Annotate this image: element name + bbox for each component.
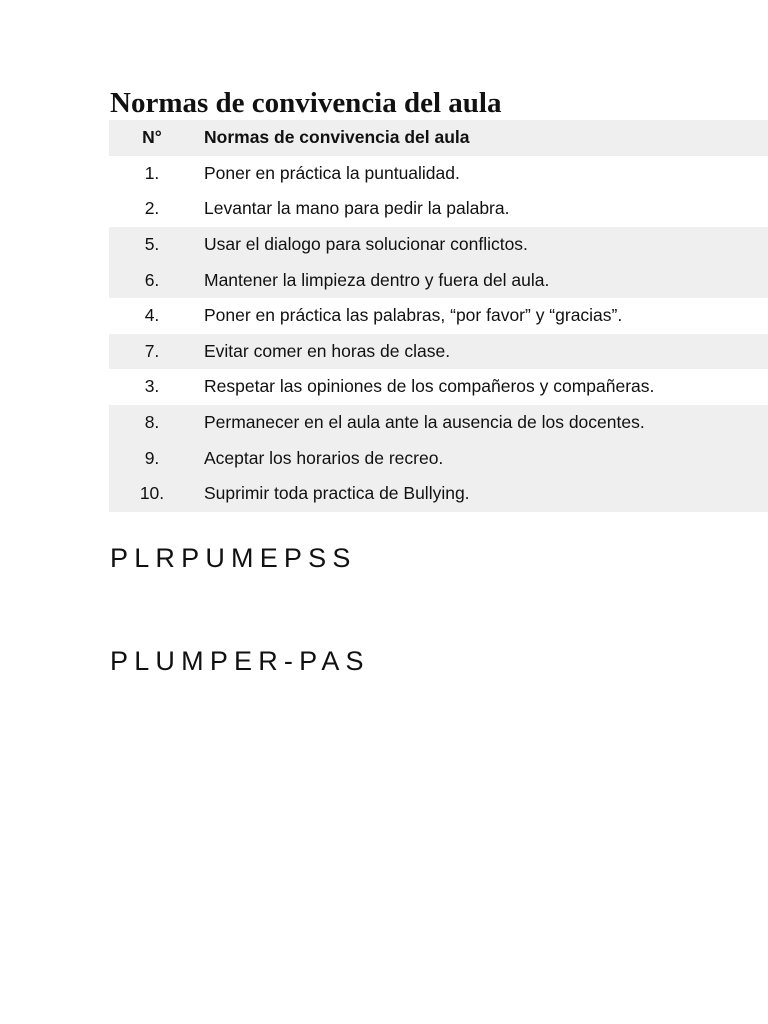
rule-number: 9. xyxy=(144,447,160,468)
table-row xyxy=(109,440,768,476)
table-row xyxy=(109,476,768,512)
mnemonic-code: PLUMPER-PAS xyxy=(110,646,370,676)
rule-text: Poner en práctica la puntualidad. xyxy=(204,162,460,183)
rule-number: 10. xyxy=(139,483,165,504)
table-header-row xyxy=(109,120,768,156)
mnemonic-code: PLRPUMEPSS xyxy=(110,543,357,573)
rule-text: Levantar la mano para pedir la palabra. xyxy=(204,198,510,219)
document-title: Normas de convivencia del aula xyxy=(110,87,502,119)
rule-text: Usar el dialogo para solucionar conflictos. xyxy=(204,234,528,255)
rule-text: Aceptar los horarios de recreo. xyxy=(204,447,444,468)
table-row xyxy=(109,227,768,263)
table-row xyxy=(109,298,768,334)
rule-text: Respetar las opiniones de los compañeros y compañeras. xyxy=(204,376,655,397)
rule-number: 4. xyxy=(144,305,160,326)
rule-text: Permanecer en el aula ante la ausencia de los docentes. xyxy=(204,412,645,433)
table-row xyxy=(109,262,768,298)
rule-text: Mantener la limpieza dentro y fuera del aula. xyxy=(204,269,550,290)
number-column-header: N° xyxy=(142,127,162,148)
rule-text: Evitar comer en horas de clase. xyxy=(204,340,451,361)
rule-text: Suprimir toda practica de Bullying. xyxy=(204,483,470,504)
table-row xyxy=(109,405,768,441)
table-row xyxy=(109,369,768,405)
rule-number: 5. xyxy=(144,234,160,255)
table-row xyxy=(109,334,768,370)
rule-number: 1. xyxy=(144,162,160,183)
rule-number: 8. xyxy=(144,412,160,433)
rule-number: 2. xyxy=(144,198,160,219)
rule-number: 3. xyxy=(144,376,160,397)
rule-number: 7. xyxy=(144,340,160,361)
rule-number: 6. xyxy=(144,269,160,290)
rule-text: Poner en práctica las palabras, “por favor” y “gracias”. xyxy=(204,305,623,326)
rule-column-header: Normas de convivencia del aula xyxy=(204,127,470,148)
table-row xyxy=(109,191,768,227)
rules-table xyxy=(109,120,768,512)
table-row xyxy=(109,156,768,192)
